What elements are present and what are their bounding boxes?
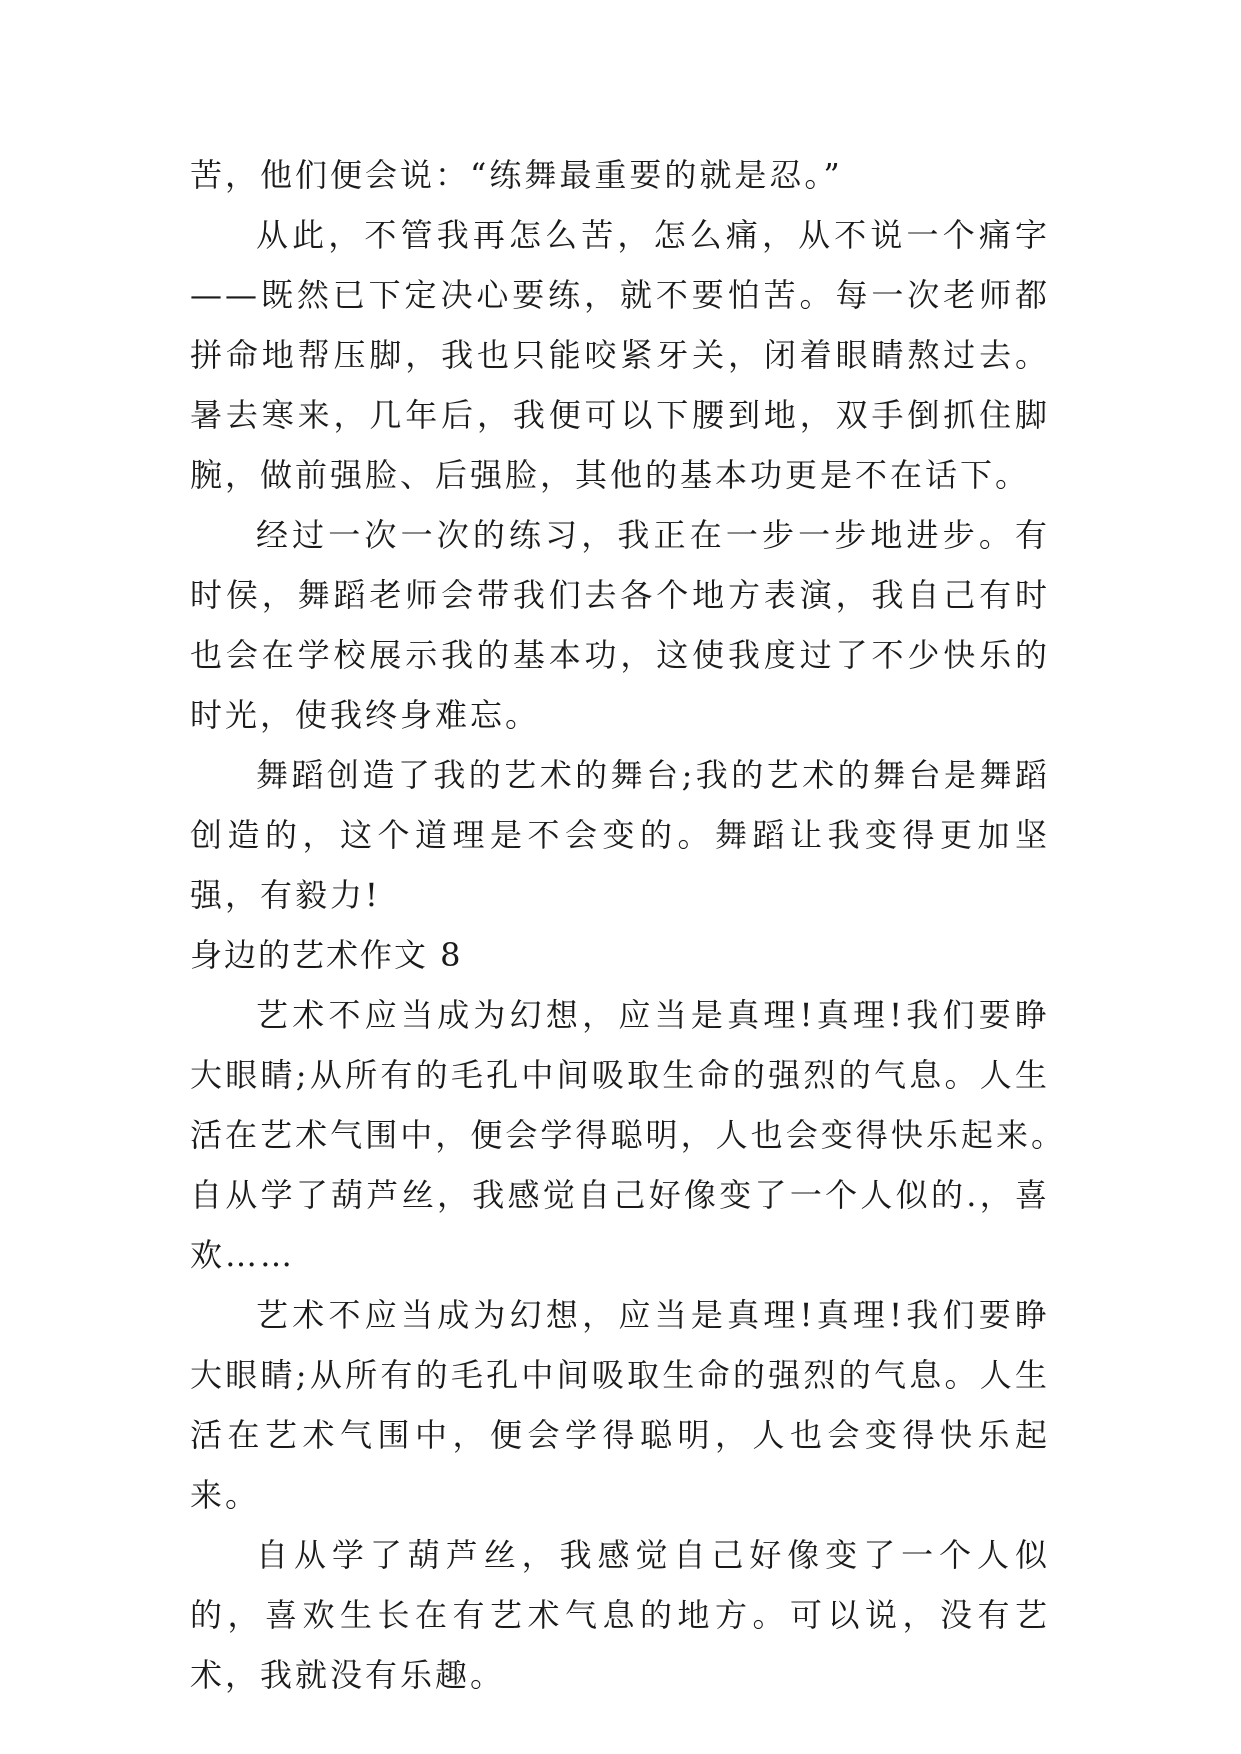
document-body	[190, 145, 1086, 1705]
paragraph: 舞蹈创造了我的艺术的舞台;我的艺术的舞台是舞蹈创造的，这个道理是不会变的。舞蹈让我变得更加坚强，有毅力!	[190, 756, 1050, 914]
paragraph: 艺术不应当成为幻想，应当是真理!真理!我们要睁大眼睛;从所有的毛孔中间吸取生命的强烈的气息。人生活在艺术气围中，便会学得聪明，人也会变得快乐起来。 自从学了葫芦丝，我感觉自己好像变了一个人似的.，喜欢……	[190, 996, 1086, 1274]
paragraph: 艺术不应当成为幻想，应当是真理!真理!我们要睁大眼睛;从所有的毛孔中间吸取生命的强烈的气息。人生活在艺术气围中，便会学得聪明，人也会变得快乐起来。	[190, 1296, 1050, 1514]
paragraph: 自从学了葫芦丝，我感觉自己好像变了一个人似的，喜欢生长在有艺术气息的地方。可以说，没有艺术，我就没有乐趣。	[190, 1536, 1050, 1694]
paragraph: 经过一次一次的练习，我正在一步一步地进步。有时侯，舞蹈老师会带我们去各个地方表演，我自己有时也会在学校展示我的基本功，这使我度过了不少快乐的时光，使我终身难忘。	[190, 516, 1050, 734]
section-heading: 身边的艺术作文 8	[190, 936, 463, 974]
paragraph-continued: 苦，他们便会说：“练舞最重要的就是忍。”	[190, 156, 843, 194]
paragraph: 从此，不管我再怎么苦，怎么痛，从不说一个痛字——既然已下定决心要练，就不要怕苦。每一次老师都拼命地帮压脚，我也只能咬紧牙关，闭着眼睛熬过去。暑去寒来，几年后，我便可以下腰到地，双手倒抓住脚腕，做前强脸、后强脸，其他的基本功更是不在话下。	[190, 216, 1050, 494]
